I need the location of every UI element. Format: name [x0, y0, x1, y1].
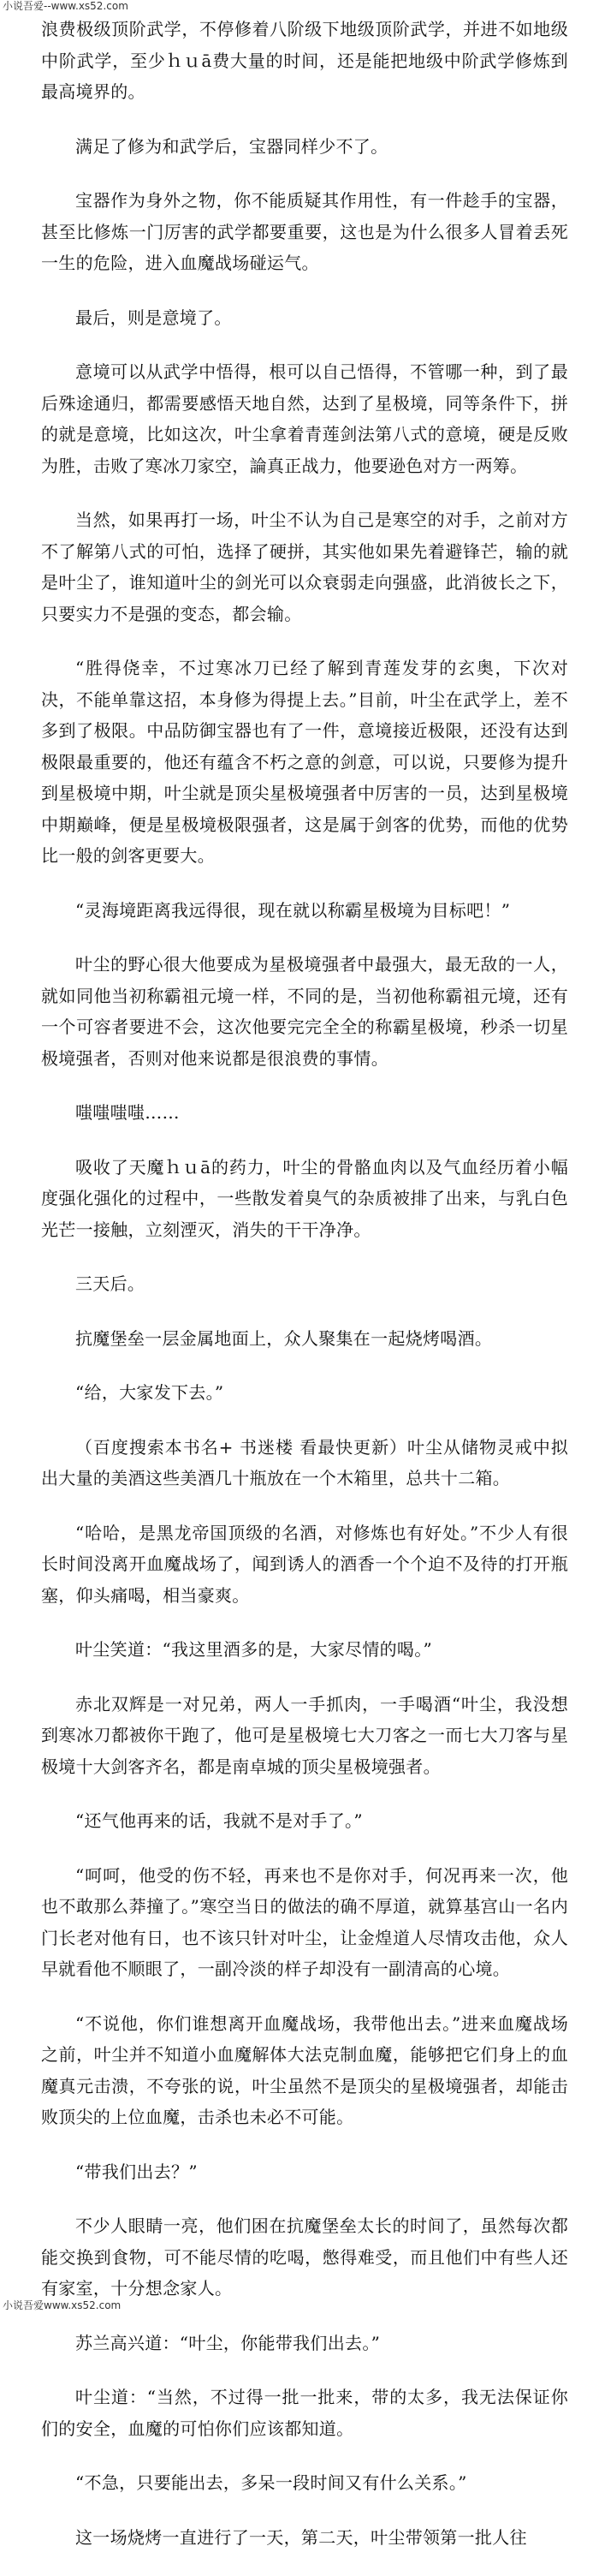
paragraph: 赤北双辉是一对兄弟，两人一手抓肉，一手喝酒“叶尘，我没想到寒冰刀都被你干跑了，他可是星极境七大刀客之一而七大刀客与星极境十大剑客齐名，都是南卓城的顶尖星极境强者。	[41, 1693, 568, 1777]
paragraph: 当然，如果再打一场，叶尘不认为自己是寒空的对手，之前对方不了解第八式的可怕，选择了硬拼，其实他如果先着避锋芒，输的就是叶尘了，谁知道叶尘的剑光可以众衰弱走向强盛，此消彼长之下，只要实力不是强的变态，都会输。	[41, 510, 568, 624]
paragraph: “胜得侥幸，不过寒冰刀已经了解到青莲发芽的玄奥，下次对决，不能单靠这招，本身修为得提上去。”目前，叶尘在武学上，差不多到了极限。中品防御宝器也有了一件，意境接近极限，还没有达到极限最重要的，他还有蕴含不朽之意的剑意，可以说，只要修为提升到星极境中期，叶尘就是顶尖星极境强者中厉害的一员，达到星极境中期巅峰，便是星极境极限强者，这是属于剑客的优势，而他的优势比一般的剑客更要大。	[41, 658, 568, 866]
paragraph: 意境可以从武学中悟得，根可以自己悟得，不管哪一种，到了最后殊途通归，都需要感悟天地自然，达到了星极境，同等条件下，拼的就是意境，比如这次，叶尘拿着青莲剑法第八式的意境，硬是反败为胜，击败了寒冰刀家空，論真正战力，他要逊色对方一两筹。	[41, 361, 568, 476]
paragraph: “不急，只要能出去，多呆一段时间又有什么关系。”	[75, 2472, 467, 2493]
paragraph: （百度搜索本书名+ 书迷楼 看最快更新）叶尘从储物灵戒中拟出大量的美酒这些美酒几十瓶放在一个木箱里，总共十二箱。	[41, 1436, 568, 1488]
site-watermark-top: 小说吾爱--www.xs52.com	[3, 0, 128, 12]
paragraph: “哈哈，是黑龙帝国顶级的名酒，对修炼也有好处。”不少人有很长时间没离开血魔战场了，闻到诱人的酒香一个个迫不及待的打开瓶塞，仰头痛喝，相当豪爽。	[41, 1522, 568, 1606]
paragraph: 吸收了天魔ｈｕā的药力，叶尘的骨骼血肉以及气血经历着小幅度强化强化的过程中，一些散发着臭气的杂质被排了出来，与乳白色光芒一接触，立刻湮灭，消失的干干净净。	[41, 1156, 568, 1240]
paragraph: 叶尘的野心很大他要成为星极境强者中最强大，最无敌的一人，就如同他当初称霸祖元境一样，不同的是，当初他称霸祖元境，还有一个可容者要进不会，这次他要完完全全的称霸星极境，秒杀一切星极境强者，否则对他来说都是很浪费的事情。	[41, 954, 568, 1069]
paragraph: “呵呵，他受的伤不轻，再来也不是你对手，何况再来一次，他也不敢那么莽撞了。”寒空当日的做法的确不厚道，就算基宫山一名内门长老对他有日，也不该只针对叶尘，让金煌道人尽情攻击他，众人早就看他不顺眼了，一副冷淡的样子却没有一副清高的心境。	[41, 1864, 568, 1979]
paragraph: “给，大家发下去。”	[75, 1382, 224, 1403]
paragraph: 叶尘道：“当然，不过得一批一批来，带的太多，我无法保证你们的安全，血魔的可怕你们应该都知道。	[41, 2387, 568, 2439]
paragraph: 浪费极级顶阶武学，不停修着八阶级下地级顶阶武学，并进不如地级中阶武学，至少ｈｕā费大量的时间，还是能把地级中阶武学修炼到最高境界的。	[41, 19, 568, 102]
paragraph: 嗤嗤嗤嗤……	[75, 1102, 180, 1123]
paragraph: 苏兰高兴道：“叶尘，你能带我们出去。”	[75, 2332, 381, 2353]
paragraph: “还气他再来的话，我就不是对手了。”	[75, 1810, 363, 1831]
paragraph: 宝器作为身外之物，你不能质疑其作用性，有一件趁手的宝器，甚至比修炼一门厉害的武学都要重要，这也是为什么很多人冒着丢死一生的危险，进入血魔战场碰运气。	[41, 190, 568, 273]
paragraph: 三天后。	[75, 1273, 145, 1294]
paragraph: 满足了修为和武学后，宝器同样少不了。	[75, 135, 388, 157]
site-watermark-bottom: 小说吾爱www.xs52.com	[3, 2299, 122, 2311]
paragraph: “灵海境距离我远得很，现在就以称霸星极境为目标吧！”	[75, 899, 511, 921]
paragraph: “带我们出去？”	[75, 2161, 198, 2182]
chapter-text	[41, 14, 568, 2576]
paragraph: “不说他，你们谁想离开血魔战场，我带他出去。”进来血魔战场之前，叶尘并不知道小血魔解体大法克制血魔，能够把它们身上的血魔真元击溃，不夸张的说，叶尘虽然不是顶尖的星极境强者，却能击败顶尖的上位血魔，击杀也未必不可能。	[41, 2012, 568, 2127]
paragraph: 不少人眼睛一亮，他们困在抗魔堡垒太长的时间了，虽然每次都能交换到食物，可不能尽情的吃喝，憋得难受，而且他们中有些人还有家室，十分想念家人。	[41, 2215, 568, 2299]
paragraph: 这一场烧烤一直进行了一天，第二天，叶尘带领第一批人往	[75, 2526, 527, 2548]
paragraph: 抗魔堡垒一层金属地面上，众人聚集在一起烧烤喝酒。	[75, 1327, 493, 1349]
paragraph: 最后，则是意境了。	[75, 307, 232, 328]
paragraph: 叶尘笑道：“我这里酒多的是，大家尽情的喝。”	[75, 1639, 433, 1660]
